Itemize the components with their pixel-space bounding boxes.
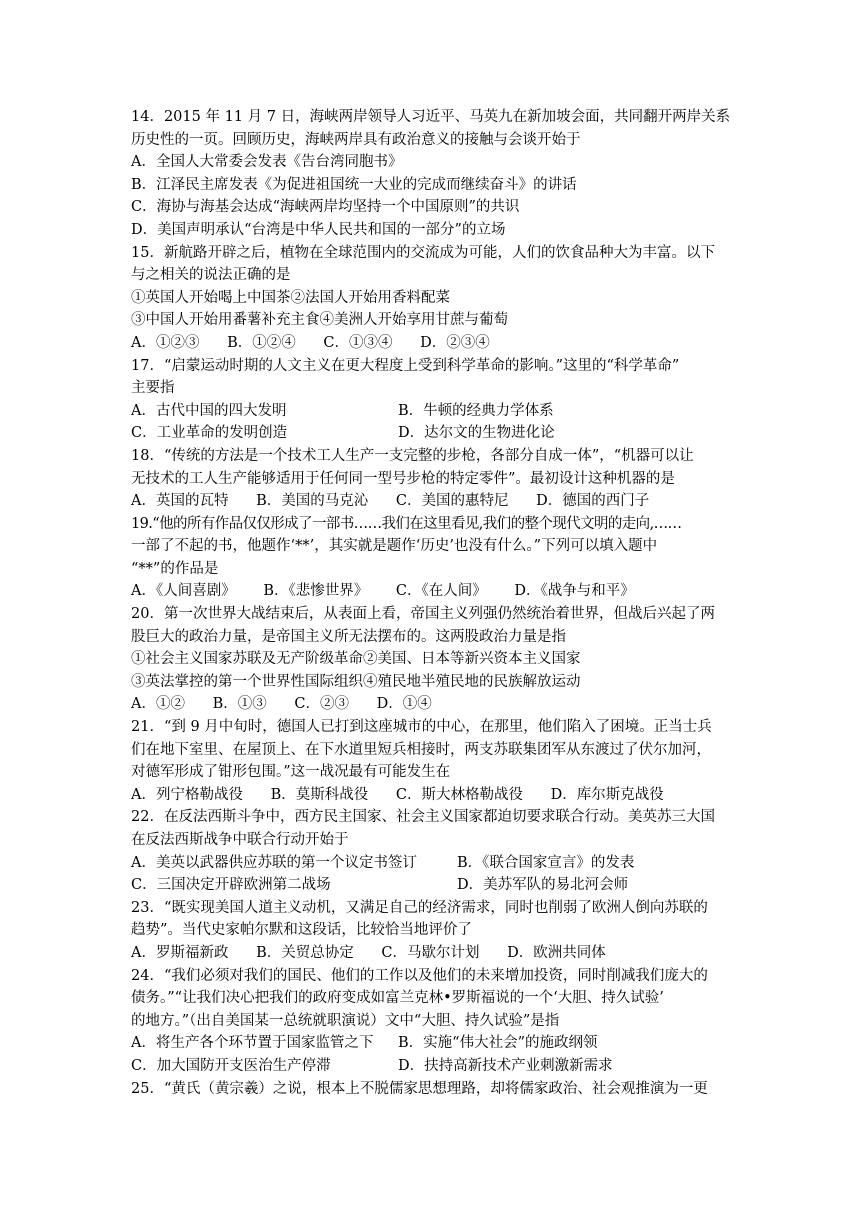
q20-stem-line: 股巨大的政治力量，是帝国主义所无法摆布的。这两股政治力量是指 xyxy=(131,628,566,645)
q17-option-a: A．古代中国的四大发明 xyxy=(131,402,287,419)
q15-options: A．①②③ B．①②④ C．①③④ D．②③④ xyxy=(131,334,490,351)
q17-option-b: B．牛顿的经典力学体系 xyxy=(398,402,554,419)
q18-options: A．英国的瓦特 B．美国的马克沁 C．美国的惠特尼 D．德国的西门子 xyxy=(131,493,650,510)
q17-stem-line: 主要指 xyxy=(131,380,175,397)
q18-stem-line: 无技术的工人生产能够适用于任何同一型号步枪的特定零件”。最初设计这种机器的是 xyxy=(131,470,675,487)
q17-options-row xyxy=(131,422,736,445)
q14-stem-line: 14．2015 年 11 月 7 日，海峡两岸领导人习近平、马英九在新加坡会面，共同翻开两岸关系 xyxy=(131,109,731,125)
q22-options-row xyxy=(131,874,736,897)
q14-option-d: D．美国声明承认“台湾是中华人民共和国的一部分”的立场 xyxy=(131,221,506,238)
q24-stem-line: 的地方。”（出自美国某一总统就职演说）文中“大胆、持久试验”是指 xyxy=(131,1012,560,1029)
q23-options: A．罗斯福新政 B．关贸总协定 C．马歇尔计划 D．欧洲共同体 xyxy=(131,944,606,961)
q19-stem-line: 19.“他的所有作品仅仅形成了一部书……我们在这里看见,我们的整个现代文明的走向,…… xyxy=(131,515,682,532)
q18-stem-line: 18．“传统的方法是一个技术工人生产一支完整的步枪，各部分自成一体”，“机器可以让 xyxy=(131,447,694,464)
q15-statement: ③中国人开始用番薯补充主食④美洲人开始享用甘蔗与葡萄 xyxy=(131,312,508,329)
q19-stem-line: “**”的作品是 xyxy=(131,560,219,577)
q24-option-c: C．加大国防开支医治生产停滞 xyxy=(131,1057,331,1074)
q15-stem-line: 与之相关的说法正确的是 xyxy=(131,267,291,284)
q20-stem-line: 20．第一次世界大战结束后，从表面上看，帝国主义列强仍然统治着世界，但战后兴起了两 xyxy=(131,606,715,623)
q22-option-c: C．三国决定开辟欧洲第二战场 xyxy=(131,877,331,894)
q17-option-d: D．达尔文的生物进化论 xyxy=(398,425,555,442)
q24-stem-line: 债务。”“让我们决心把我们的政府变成如富兰克林•罗斯福说的一个‘大胆、持久试验’ xyxy=(131,990,664,1007)
q22-options-row xyxy=(131,852,736,875)
q21-stem-line: 对德军形成了钳形包围。”这一战况最有可能发生在 xyxy=(131,764,451,781)
q14-option-b: B．江泽民主席发表《为促进祖国统一大业的完成而继续奋斗》的讲话 xyxy=(131,176,577,193)
q24-stem-line: 24．“我们必须对我们的国民、他们的工作以及他们的未来增加投资，同时削减我们庞大的 xyxy=(131,967,708,984)
q17-stem-line: 17．“启蒙运动时期的人文主义在更大程度上受到科学革命的影响。”这里的“科学革命” xyxy=(131,357,680,374)
q21-stem-line: 们在地下室里、在屋顶上、在下水道里短兵相接时，两支苏联集团军从东渡过了伏尔加河， xyxy=(131,741,711,758)
q20-options: A．①② B．①③ C．②③ D．①④ xyxy=(131,696,432,713)
q19-stem-line: 一部了不起的书，他题作‘**’，其实就是题作‘历史’也没有什么。”下列可以填入题中 xyxy=(131,538,658,555)
q22-option-b: B．《联合国家宣言》的发表 xyxy=(457,854,635,871)
q25-stem-line: 25．“黄氏（黄宗羲）之说，根本上不脱儒家思想理路，却将儒家政治、社会观推演为一更 xyxy=(131,1080,708,1097)
q17-option-c: C．工业革命的发明创造 xyxy=(131,425,288,442)
q20-statement: ③英法掌控的第一个世界性国际组织④殖民地半殖民地的民族解放运动 xyxy=(131,673,581,690)
q24-options-row xyxy=(131,1032,736,1055)
q14-option-a: A．全国人大常委会发表《告台湾同胞书》 xyxy=(131,154,403,171)
q17-options-row xyxy=(131,400,736,423)
q21-stem-line: 21．“到 9 月中旬时，德国人已打到这座城市的中心，在那里，他们陷入了困境。正当士兵 xyxy=(131,719,712,736)
q21-options: A．列宁格勒战役 B．莫斯科战役 C．斯大林格勒战役 D．库尔斯克战役 xyxy=(131,786,664,803)
q15-stem-line: 15．新航路开辟之后，植物在全球范围内的交流成为可能，人们的饮食品种大为丰富。以下 xyxy=(131,244,715,261)
q15-statement: ①英国人开始喝上中国茶②法国人开始用香料配菜 xyxy=(131,289,450,306)
q24-option-d: D．扶持高新技术产业刺激新需求 xyxy=(398,1057,613,1074)
q23-stem-line: 趋势”。当代史家帕尔默和这段话，比较恰当地评价了 xyxy=(131,922,472,939)
q24-option-a: A．将生产各个环节置于国家监管之下 xyxy=(131,1035,374,1052)
q22-stem-line: 在反法西斯战争中联合行动开始于 xyxy=(131,832,349,848)
question-content xyxy=(131,106,736,1100)
q24-options-row xyxy=(131,1055,736,1078)
q22-option-d: D．美苏军队的易北河会师 xyxy=(457,877,629,894)
q14-stem-line: 历史性的一页。回顾历史，海峡两岸具有政治意义的接触与会谈开始于 xyxy=(131,131,581,148)
q14-option-c: C．海协与海基会达成“海峡两岸均坚持一个中国原则”的共识 xyxy=(131,199,520,216)
q22-stem-line: 22．在反法西斯斗争中，西方民主国家、社会主义国家都迫切要求联合行动。美英苏三大国 xyxy=(131,809,715,826)
q23-stem-line: 23．“既实现美国人道主义动机，又满足自己的经济需求，同时也削弱了欧洲人倒向苏联的 xyxy=(131,899,708,916)
q24-option-b: B．实施“伟大社会”的施政纲领 xyxy=(398,1035,598,1052)
q19-options: A．《人间喜剧》 B．《悲惨世界》 C．《在人间》 D．《战争与和平》 xyxy=(131,583,635,600)
q20-statement: ①社会主义国家苏联及无产阶级革命②美国、日本等新兴资本主义国家 xyxy=(131,651,581,668)
q22-option-a: A．美英以武器供应苏联的第一个议定书签订 xyxy=(131,854,417,871)
